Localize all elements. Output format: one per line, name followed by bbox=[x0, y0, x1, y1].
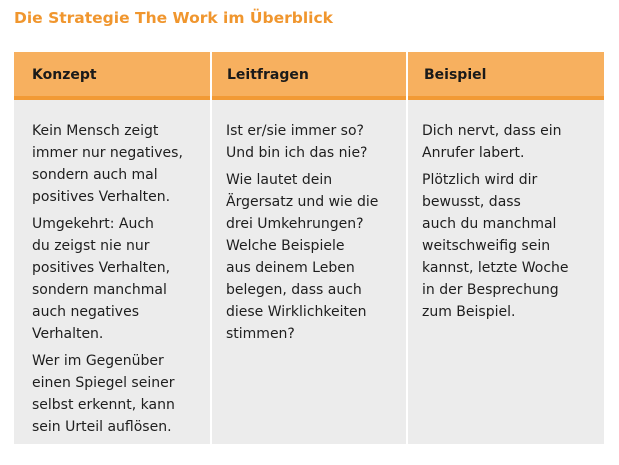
paragraph: Wie lautet dein Ärgersatz und wie die drei Umkehrungen? Welche Beispiele aus deinem Leben belegen, dass auch diese Wirklichkeiten stimmen? bbox=[226, 172, 379, 342]
paragraph: Ist er/sie immer so? Und bin ich das nie? bbox=[226, 123, 368, 161]
column-divider bbox=[406, 52, 408, 444]
header-leitfragen: Leitfragen bbox=[227, 67, 309, 83]
column-leitfragen bbox=[226, 120, 406, 350]
header-beispiel: Beispiel bbox=[424, 67, 487, 83]
page-title: Die Strategie The Work im Überblick bbox=[14, 9, 333, 27]
table-header-row bbox=[14, 52, 604, 100]
paragraph: Kein Mensch zeigt immer nur negatives, sondern auch mal positives Verhalten. bbox=[32, 123, 183, 205]
header-konzept: Konzept bbox=[32, 67, 97, 83]
paragraph: Plötzlich wird dir bewusst, dass auch du manchmal weitschweifig sein kannst, letzte Woche in der Besprechung zum Beispiel. bbox=[422, 172, 569, 320]
paragraph: Dich nervt, dass ein Anrufer labert. bbox=[422, 123, 562, 161]
column-konzept bbox=[32, 120, 212, 443]
paragraph: Umgekehrt: Auch du zeigst nie nur positives Verhalten, sondern manchmal auch negatives Verhalten. bbox=[32, 216, 171, 342]
paragraph: Wer im Gegenüber einen Spiegel seiner selbst erkennt, kann sein Urteil auflösen. bbox=[32, 353, 175, 435]
column-beispiel bbox=[422, 120, 602, 328]
overview-table bbox=[14, 52, 604, 444]
